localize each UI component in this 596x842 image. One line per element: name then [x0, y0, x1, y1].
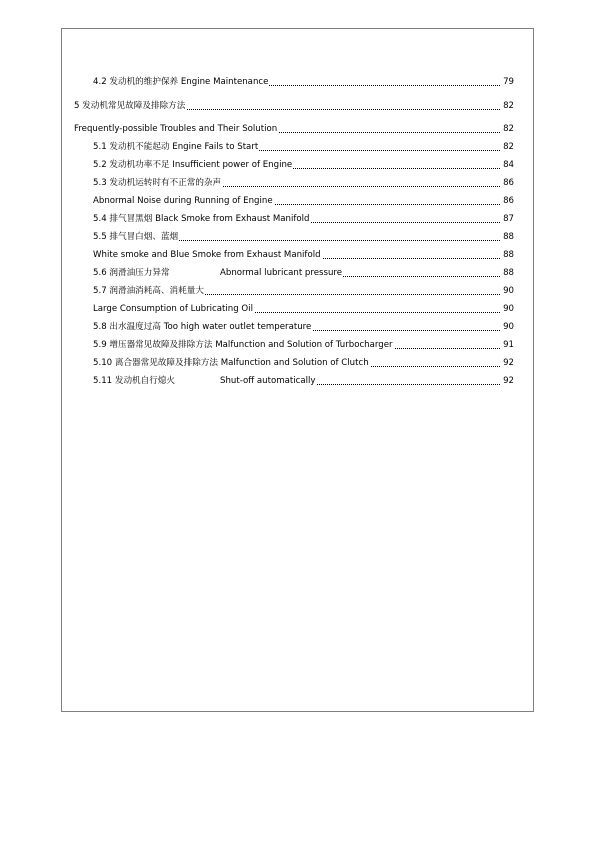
toc-entry-title: 5.2 发动机功率不足 Insufficient power of Engine	[93, 160, 293, 170]
toc-entry-title: Frequently-possible Troubles and Their Solution	[74, 124, 278, 134]
toc-entry-title-wrap	[93, 376, 316, 386]
toc-page-number: 92	[503, 376, 514, 386]
toc-page-number: 91	[503, 340, 514, 350]
toc-page-number: 92	[503, 358, 514, 368]
toc-page-number: 88	[503, 250, 514, 260]
toc-page-number: 84	[503, 160, 514, 170]
toc-entry-5-4[interactable]	[93, 212, 514, 226]
toc-page-number: 79	[503, 77, 514, 87]
toc-entry-5-7[interactable]	[93, 284, 514, 298]
toc-entry-5-8[interactable]	[93, 320, 514, 334]
toc-entry-title: 5.5 排气冒白烟、蓝烟	[93, 232, 179, 242]
toc-entry-title: 5.3 发动机运转时有不正常的杂声	[93, 178, 222, 188]
toc-entry-title: Large Consumption of Lubricating Oil	[93, 304, 253, 314]
toc-page-number: 88	[503, 232, 514, 242]
toc-page-number: 87	[503, 214, 514, 224]
toc-entry-title: 5.4 排气冒黑烟 Black Smoke from Exhaust Manifold	[93, 214, 310, 224]
toc-entry-5-1[interactable]	[93, 140, 514, 154]
toc-page-number: 90	[503, 322, 514, 332]
toc-entry-5-3-en[interactable]	[93, 194, 514, 208]
toc-entry-title: White smoke and Blue Smoke from Exhaust Manifold	[93, 250, 321, 260]
toc-entry-5-3[interactable]	[93, 176, 514, 190]
toc-entry-title: 5.11 发动机自行熄火	[93, 376, 176, 386]
toc-entry-title: 5.10 离合器常见故障及排除方法 Malfunction and Solution of Clutch	[93, 358, 369, 368]
toc-entry-title: 5.1 发动机不能起动 Engine Fails to Start	[93, 142, 259, 152]
toc-page-number: 82	[503, 101, 514, 111]
toc-entry-5-11[interactable]	[93, 374, 514, 388]
toc-entry-subtitle: Shut-off automatically	[220, 376, 316, 386]
toc-entry-title: 5.9 增压器常见故障及排除方法 Malfunction and Solution of Turbocharger	[93, 340, 393, 350]
toc-entry-4-2[interactable]	[93, 75, 514, 89]
toc-page-number: 82	[503, 142, 514, 152]
toc-entry-5[interactable]	[74, 99, 514, 113]
toc-entry-title: 5.7 润滑油消耗高、消耗量大	[93, 286, 204, 296]
toc-entry-title: 5.8 出水温度过高 Too high water outlet temperature	[93, 322, 312, 332]
toc-page-number: 82	[503, 124, 514, 134]
toc-entry-5-2[interactable]	[93, 158, 514, 172]
toc-page-number: 86	[503, 196, 514, 206]
toc-entry-5-6[interactable]	[93, 266, 514, 280]
toc-entry-5-10[interactable]	[93, 356, 514, 370]
toc-entry-title-wrap	[93, 268, 343, 278]
toc-page-number: 88	[503, 268, 514, 278]
toc-entry-title: 4.2 发动机的维护保养 Engine Maintenance	[93, 77, 269, 87]
toc-entry-5-5-en[interactable]	[93, 248, 514, 262]
toc-entry-title: 5.6 润滑油压力异常	[93, 268, 170, 278]
toc-entry-title: Abnormal Noise during Running of Engine	[93, 196, 273, 206]
toc-page-number: 90	[503, 286, 514, 296]
toc-entry-subtitle: Abnormal lubricant pressure	[220, 268, 343, 278]
toc-entry-5-en[interactable]	[74, 122, 514, 136]
toc-page-number: 90	[503, 304, 514, 314]
toc-entry-5-7-en[interactable]	[93, 302, 514, 316]
toc-entry-5-5[interactable]	[93, 230, 514, 244]
toc-entry-title: 5 发动机常见故障及排除方法	[74, 101, 186, 111]
toc-page-number: 86	[503, 178, 514, 188]
toc-entry-5-9[interactable]	[93, 338, 514, 352]
